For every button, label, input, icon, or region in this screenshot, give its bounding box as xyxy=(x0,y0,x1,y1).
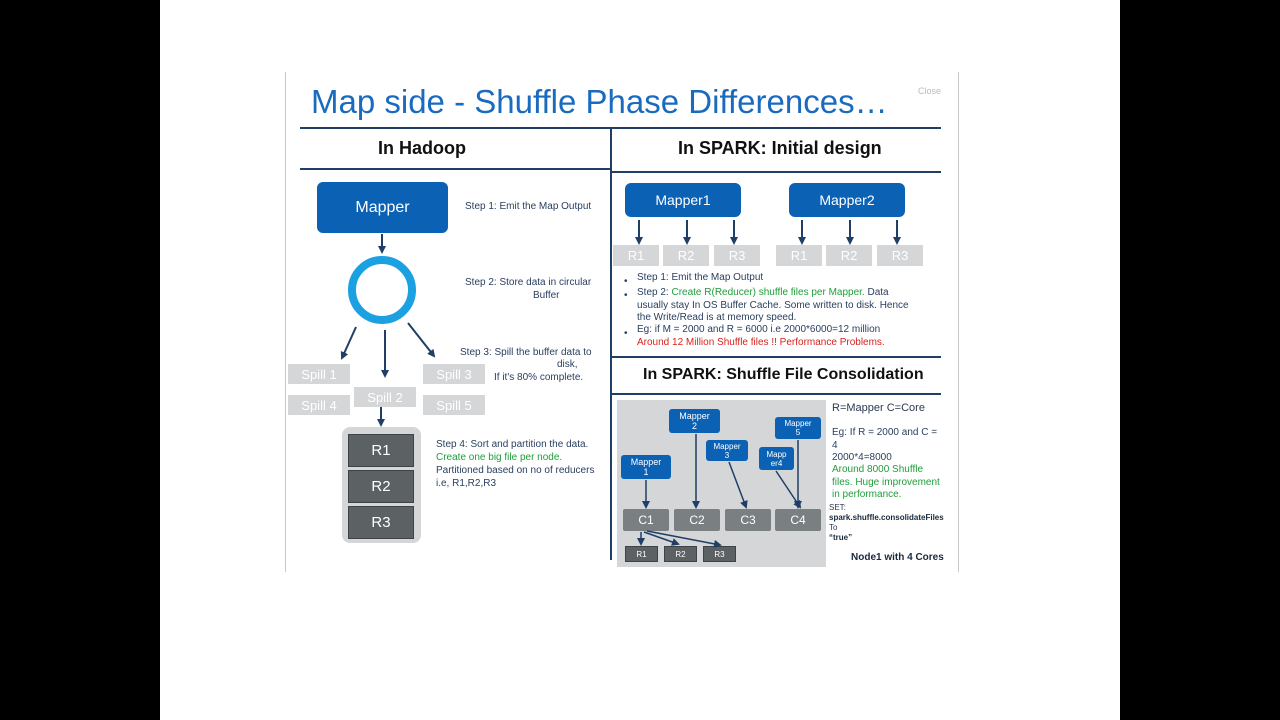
spark-initial-heading: In SPARK: Initial design xyxy=(678,138,882,158)
set-label: SET: xyxy=(829,503,846,512)
spark-bullet3-line2: Around 12 Million Shuffle files !! Performance Problems. xyxy=(637,337,885,348)
spark-bullet2-green: Create R(Reducer) shuffle files per Mapper. xyxy=(671,287,865,298)
set-to: To xyxy=(829,523,838,532)
spark-bullet2-prefix: Step 2: xyxy=(637,287,672,298)
hadoop-step2-line1: Step 2: Store data in circular xyxy=(465,277,592,288)
mapper2-reducer-r3: R3 xyxy=(877,245,923,266)
spill-4: Spill 4 xyxy=(288,395,350,415)
consolidation-mapper-2-l1: Mapper xyxy=(679,411,710,421)
slide-title: Map side - Shuffle Phase Differences… xyxy=(311,83,888,120)
core-c1: C1 xyxy=(623,509,669,531)
spark-mapper1-box: Mapper1 xyxy=(625,183,741,217)
spill-5: Spill 5 xyxy=(423,395,485,415)
bullet-dot-3: • xyxy=(624,328,628,339)
hadoop-step3-line1: Step 3: Spill the buffer data to xyxy=(460,347,592,358)
slide xyxy=(160,0,1120,720)
mapper1-reducer-r3: R3 xyxy=(714,245,760,266)
close-button[interactable]: Close xyxy=(918,86,942,96)
video-frame xyxy=(160,0,1120,720)
consolidation-mapper-4-l2: er4 xyxy=(770,458,783,468)
consolidation-eg-line3: 2000*4=8000 xyxy=(832,452,892,463)
consolidation-mapper-5-l2: 5 xyxy=(795,428,801,437)
arrow-cm4-c4 xyxy=(776,471,800,507)
hadoop-mapper-box: Mapper xyxy=(317,182,448,233)
spark-bullet1: Step 1: Emit the Map Output xyxy=(637,272,764,283)
shuffle-file-r1: R1 xyxy=(625,546,658,562)
hadoop-step3-line3: If it's 80% complete. xyxy=(494,372,584,383)
partition-r3: R3 xyxy=(348,506,414,539)
mapper1-reducer-r2: R2 xyxy=(663,245,709,266)
consolidation-mapper-3-l2: 3 xyxy=(724,450,730,460)
consolidation-green-line2: files. Huge improvement xyxy=(832,477,940,488)
mapper2-reducer-r2: R2 xyxy=(826,245,872,266)
consolidation-eg-line1: Eg: If R = 2000 and C = xyxy=(832,427,938,438)
hadoop-step4-line4: i.e, R1,R2,R3 xyxy=(436,478,497,489)
mapper2-reducer-r1: R1 xyxy=(776,245,822,266)
spark-bullet2-rest: Data xyxy=(864,287,889,298)
mapper1-reducer-r1: R1 xyxy=(613,245,659,266)
spill-2: Spill 2 xyxy=(354,387,416,407)
consolidation-mapper-2-l2: 2 xyxy=(691,421,697,431)
spark-consolidation-heading: In SPARK: Shuffle File Consolidation xyxy=(643,366,924,383)
consolidation-legend: R=Mapper C=Core xyxy=(832,402,925,414)
consolidation-mapper-4-l1: Mapp xyxy=(766,449,787,459)
spark-bullet2-line3: the Write/Read is at memory speed. xyxy=(637,312,797,323)
set-property: spark.shuffle.consolidateFiles xyxy=(829,513,944,522)
core-c3: C3 xyxy=(725,509,771,531)
core-c2: C2 xyxy=(674,509,720,531)
hadoop-step1: Step 1: Emit the Map Output xyxy=(465,201,592,212)
spark-mapper2-box: Mapper2 xyxy=(789,183,905,217)
diagram-arrows xyxy=(160,0,1120,720)
hadoop-step4-line2: Create one big file per node. xyxy=(436,452,563,463)
consolidation-green-line3: in performance. xyxy=(832,489,902,500)
partition-r2: R2 xyxy=(348,470,414,503)
consolidation-eg-line2: 4 xyxy=(832,440,838,451)
spark-bullet3-line1: Eg: if M = 2000 and R = 6000 i.e 2000*6000=12 million xyxy=(637,324,881,335)
hadoop-step2-line2: Buffer xyxy=(533,290,560,301)
shuffle-file-r3: R3 xyxy=(703,546,736,562)
bullet-dot-1: • xyxy=(624,276,628,287)
consolidation-mapper-1-l2: 1 xyxy=(643,467,649,477)
arrow-buffer-to-spill3 xyxy=(408,323,434,356)
arrow-cm3-c3 xyxy=(729,462,746,507)
spark-bullet2-line2: usually stay In OS Buffer Cache. Some written to disk. Hence xyxy=(637,300,909,311)
set-value: “true” xyxy=(829,533,853,542)
hadoop-step3-line2: disk, xyxy=(557,359,578,370)
hadoop-heading: In Hadoop xyxy=(378,138,466,158)
node-label: Node1 with 4 Cores xyxy=(851,552,944,563)
arrow-buffer-to-spill1 xyxy=(342,327,356,358)
bullet-dot-2: • xyxy=(624,290,628,301)
partition-r1: R1 xyxy=(348,434,414,467)
spill-1: Spill 1 xyxy=(288,364,350,384)
consolidation-mapper-3-l1: Mapper xyxy=(713,441,741,451)
consolidation-mapper-1-l1: Mapper xyxy=(630,457,662,467)
consolidation-mapper-5-l1: Mapper xyxy=(784,419,812,428)
arrow-c1-r3 xyxy=(647,531,720,545)
spill-3: Spill 3 xyxy=(423,364,485,384)
hadoop-step4-line3: Partitioned based on no of reducers xyxy=(436,465,595,476)
hadoop-step4-line1: Step 4: Sort and partition the data. xyxy=(436,439,589,450)
consolidation-green-line1: Around 8000 Shuffle xyxy=(832,464,924,475)
core-c4: C4 xyxy=(775,509,821,531)
shuffle-file-r2: R2 xyxy=(664,546,697,562)
